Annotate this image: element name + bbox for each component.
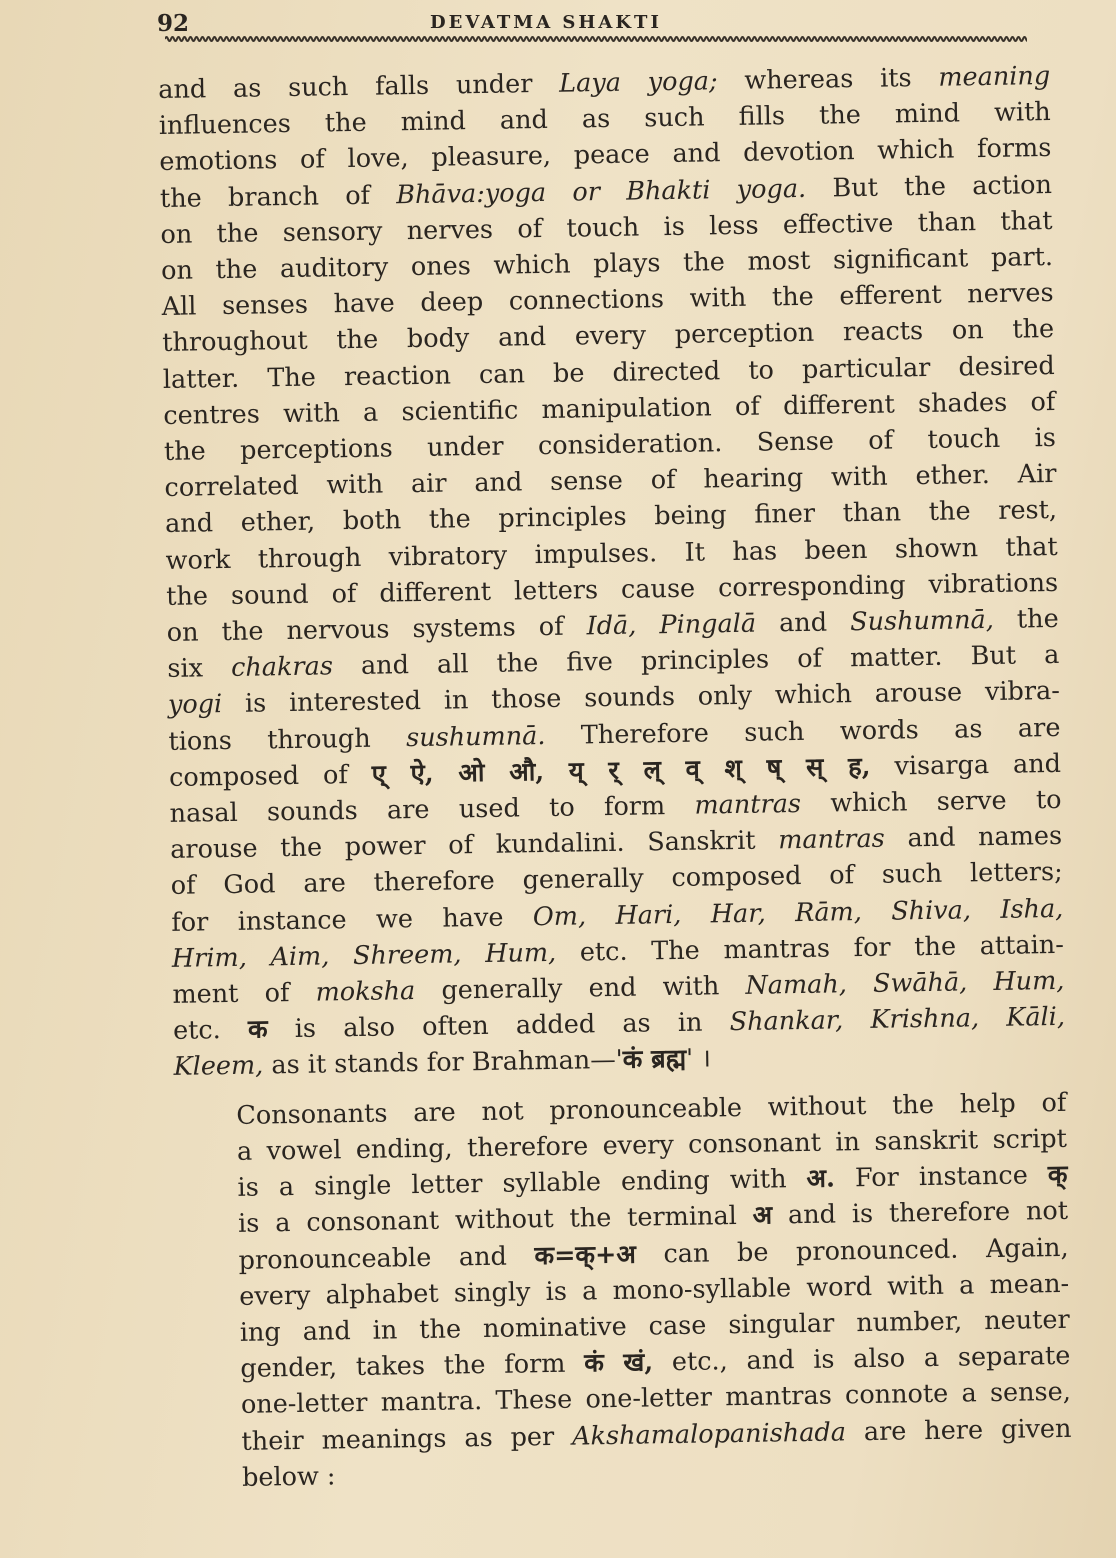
- italic-run: Kleem,: [173, 1050, 264, 1083]
- italic-run: Bhāva:yoga or Bhakti yoga.: [396, 173, 807, 210]
- text-run: Consonants are not pronounceable without the help of: [236, 1087, 1067, 1131]
- italic-run: Akshamalopanishada: [571, 1416, 847, 1452]
- text-run: ' ।: [685, 1043, 712, 1075]
- italic-run: Om, Hari, Har, Rām, Shiva, Isha,: [532, 893, 1064, 932]
- text-run: correlated with air and sense of hearing with ether. Air: [164, 459, 1057, 504]
- text-run: ing and in the nominative case singular number, neuter: [239, 1304, 1070, 1348]
- italic-run: chakras: [230, 651, 334, 684]
- italic-run: Namah, Swāhā, Hum,: [745, 965, 1065, 1001]
- text-run: on the auditory ones which plays the most significant part.: [160, 241, 1054, 286]
- paragraph-2: [174, 1085, 1072, 1497]
- text-run: influences the mind and as such fills the mind with: [158, 97, 1051, 142]
- text-run: latter. The reaction can be directed to particular desired: [162, 350, 1055, 395]
- body-text: [158, 58, 1072, 1497]
- text-run: generally end with: [415, 970, 746, 1007]
- text-run: Therefore such words as are: [545, 712, 1061, 751]
- text-run: and names: [884, 821, 1063, 854]
- text-run: visarga and: [870, 748, 1062, 782]
- text-run: gender, takes the form: [240, 1348, 585, 1384]
- text-run: below :: [241, 1461, 336, 1493]
- text-run: one-letter mantra. These one-letter mantras connote a sense,: [240, 1377, 1072, 1421]
- devanagari-run: ए् ऐ, ओ औ, य् र् ल् व् श् ष् स् ह,: [371, 751, 871, 790]
- italic-run: mantras: [694, 789, 802, 821]
- text-run: of God are therefore generally composed of such letters;: [170, 857, 1063, 902]
- text-run: their meanings as per: [241, 1421, 573, 1457]
- italic-run: sushumnā.: [405, 720, 546, 753]
- text-run: All senses have deep connections with the efferent nerves: [161, 278, 1054, 323]
- devanagari-run: अ.: [806, 1163, 836, 1195]
- wavy-header-rule: [165, 34, 1027, 44]
- devanagari-run: कं खं,: [584, 1347, 654, 1379]
- text-run: ment of: [172, 977, 316, 1010]
- text-run: and ether, both the principles being finer than the rest,: [164, 495, 1058, 540]
- text-run: the perceptions under consideration. Sense of touch is: [163, 422, 1057, 467]
- text-run: for instance we have: [171, 901, 534, 938]
- text-run: and as such falls under: [158, 68, 560, 105]
- text-run: on the sensory nerves of touch is less effective than that: [160, 205, 1053, 250]
- text-run: is a single letter syllable ending with: [237, 1164, 807, 1203]
- text-run: etc. The mantras for the attain-: [555, 929, 1065, 968]
- running-head: DEVATMA SHAKTI: [430, 12, 662, 33]
- text-run: which serve to: [800, 784, 1062, 820]
- italic-run: Sushumnā,: [849, 604, 995, 638]
- devanagari-run: क=क्+अ: [534, 1239, 637, 1271]
- text-run: is a consonant without the terminal: [237, 1201, 753, 1240]
- text-run: throughout the body and every perception reacts on the: [162, 314, 1055, 359]
- text-run: tions through: [168, 722, 407, 757]
- text-run: a vowel ending, therefore every consonant in sanskrit script: [236, 1123, 1068, 1167]
- italic-run: mantras: [777, 823, 885, 856]
- text-run: etc., and is also a separate: [652, 1340, 1071, 1378]
- text-run: the sound of different letters cause corresponding vibrations: [166, 567, 1059, 612]
- text-run: etc.: [172, 1014, 249, 1047]
- italic-run: Laya yoga;: [558, 66, 718, 99]
- text-run: are here given: [845, 1413, 1072, 1447]
- text-run: For instance: [834, 1160, 1049, 1194]
- paragraph-1: [158, 58, 1066, 1086]
- text-run: composed of: [168, 759, 373, 793]
- devanagari-run: क: [247, 1014, 268, 1045]
- italic-run: yogi: [167, 689, 223, 721]
- text-run: every alphabet singly is a mono-syllable word with a mean-: [239, 1268, 1070, 1312]
- devanagari-run: क्: [1047, 1159, 1068, 1191]
- text-run: six: [167, 653, 232, 685]
- text-run: arouse the power of kundalini. Sanskrit: [169, 825, 779, 866]
- text-run: the: [993, 603, 1059, 635]
- devanagari-run: कं ब्रह्म: [622, 1044, 687, 1076]
- text-run: and all the five principles of matter. But a: [332, 640, 1060, 682]
- page-number: 92: [157, 10, 190, 37]
- text-run: But the action: [805, 169, 1053, 204]
- text-run: on the nervous systems of: [166, 611, 587, 648]
- devanagari-run: अ: [752, 1200, 773, 1232]
- text-run: nasal sounds are used to form: [169, 790, 695, 829]
- text-run: is also often added as in: [267, 1007, 730, 1045]
- text-run: the branch of: [159, 179, 397, 214]
- text-run: and: [755, 607, 851, 639]
- italic-run: Idā, Pingalā: [586, 608, 757, 642]
- italic-run: Hrim, Aim, Shreem, Hum,: [171, 937, 557, 974]
- text-run: pronounceable and: [238, 1240, 535, 1276]
- italic-run: moksha: [315, 976, 416, 1008]
- italic-run: Shankar, Krishna, Kāli,: [729, 1002, 1066, 1038]
- text-run: work through vibratory impulses. It has been shown that: [165, 531, 1058, 576]
- text-run: centres with a scientific manipulation of different shades of: [163, 386, 1056, 431]
- text-run: emotions of love, pleasure, peace and devotion which forms: [159, 133, 1052, 178]
- text-run: can be pronounced. Again,: [635, 1232, 1069, 1270]
- text-run: and is therefore not: [771, 1196, 1069, 1231]
- text-run: whereas its: [717, 62, 939, 97]
- text-run: is interested in those sounds only which arouse vibra-: [221, 676, 1061, 720]
- italic-run: meaning: [938, 60, 1051, 93]
- text-run: as it stands for Brahman—': [263, 1045, 623, 1081]
